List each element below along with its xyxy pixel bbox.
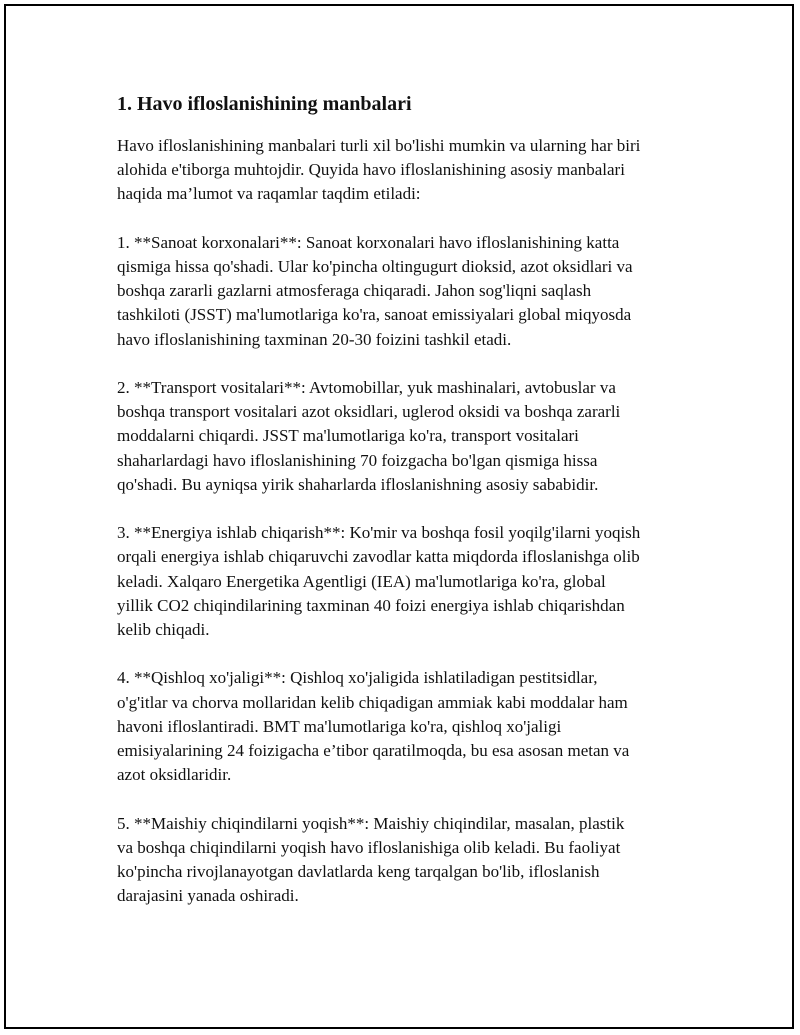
intro-paragraph: Havo ifloslanishining manbalari turli xil bo'lishi mumkin va ularning har biri alohida e'tiborga muhtojdir. Quyida havo ifloslanishining asosiy manbalari haqida ma’lumot va raqamlar taqdim etiladi: [117, 136, 641, 204]
document-body [117, 90, 697, 933]
paragraph-waste-burning: 5. **Maishiy chiqindilarni yoqish**: Maishiy chiqindilar, masalan, plastik va boshqa chiqindilarni yoqish havo ifloslanishiga olib keladi. Bu faoliyat ko'pincha rivojlanayotgan davlatlarda keng tarqalgan bo'lib, ifloslanish darajasini yanada oshiradi. [117, 813, 625, 906]
paragraph-energy: 3. **Energiya ishlab chiqarish**: Ko'mir va boshqa fosil yoqilg'ilarni yoqish orqali energiya ishlab chiqaruvchi zavodlar katta miqdorda ifloslanishga olib keladi. Xalqaro Energetika Agentligi (IEA) ma'lumotlariga ko'ra, global yillik CO2 chiqindilarining taxminan 40 foizi energiya ishlab chiqarishdan kelib chiqadi. [117, 523, 641, 640]
paragraph-industry: 1. **Sanoat korxonalari**: Sanoat korxonalari havo ifloslanishining katta qismiga hissa qo'shadi. Ular ko'pincha oltingugurt dioksid, azot oksidlari va boshqa zararli gazlarni atmosferaga chiqaradi. Jahon sog'liqni saqlash tashkiloti (JSST) ma'lumotlariga ko'ra, sanoat emissiyalari global miqyosda havo ifloslanishining taxminan 20-30 foizini tashkil etadi. [117, 232, 633, 349]
paragraph-agriculture: 4. **Qishloq xo'jaligi**: Qishloq xo'jaligida ishlatiladigan pestitsidlar, o'g'itlar va chorva mollaridan kelib chiqadigan ammiak kabi moddalar ham havoni ifloslantiradi. BMT ma'lumotlariga ko'ra, qishloq xo'jaligi emisiyalarining 24 foizigacha e’tibor qaratilmoqda, bu esa asosan metan va azot oksidlaridir. [117, 668, 630, 785]
paragraph-transport: 2. **Transport vositalari**: Avtomobillar, yuk mashinalari, avtobuslar va boshqa transport vositalari azot oksidlari, uglerod oksidi va boshqa zararli moddalarni chiqardi. JSST ma'lumotlariga ko'ra, transport vositalari shaharlardagi havo ifloslanishining 70 foizgacha bo'lgan qismiga hissa qo'shadi. Bu ayniqsa yirik shaharlarda ifloslanishning asosiy sababidir. [117, 378, 621, 494]
section-heading: 1. Havo ifloslanishining manbalari [117, 93, 412, 115]
